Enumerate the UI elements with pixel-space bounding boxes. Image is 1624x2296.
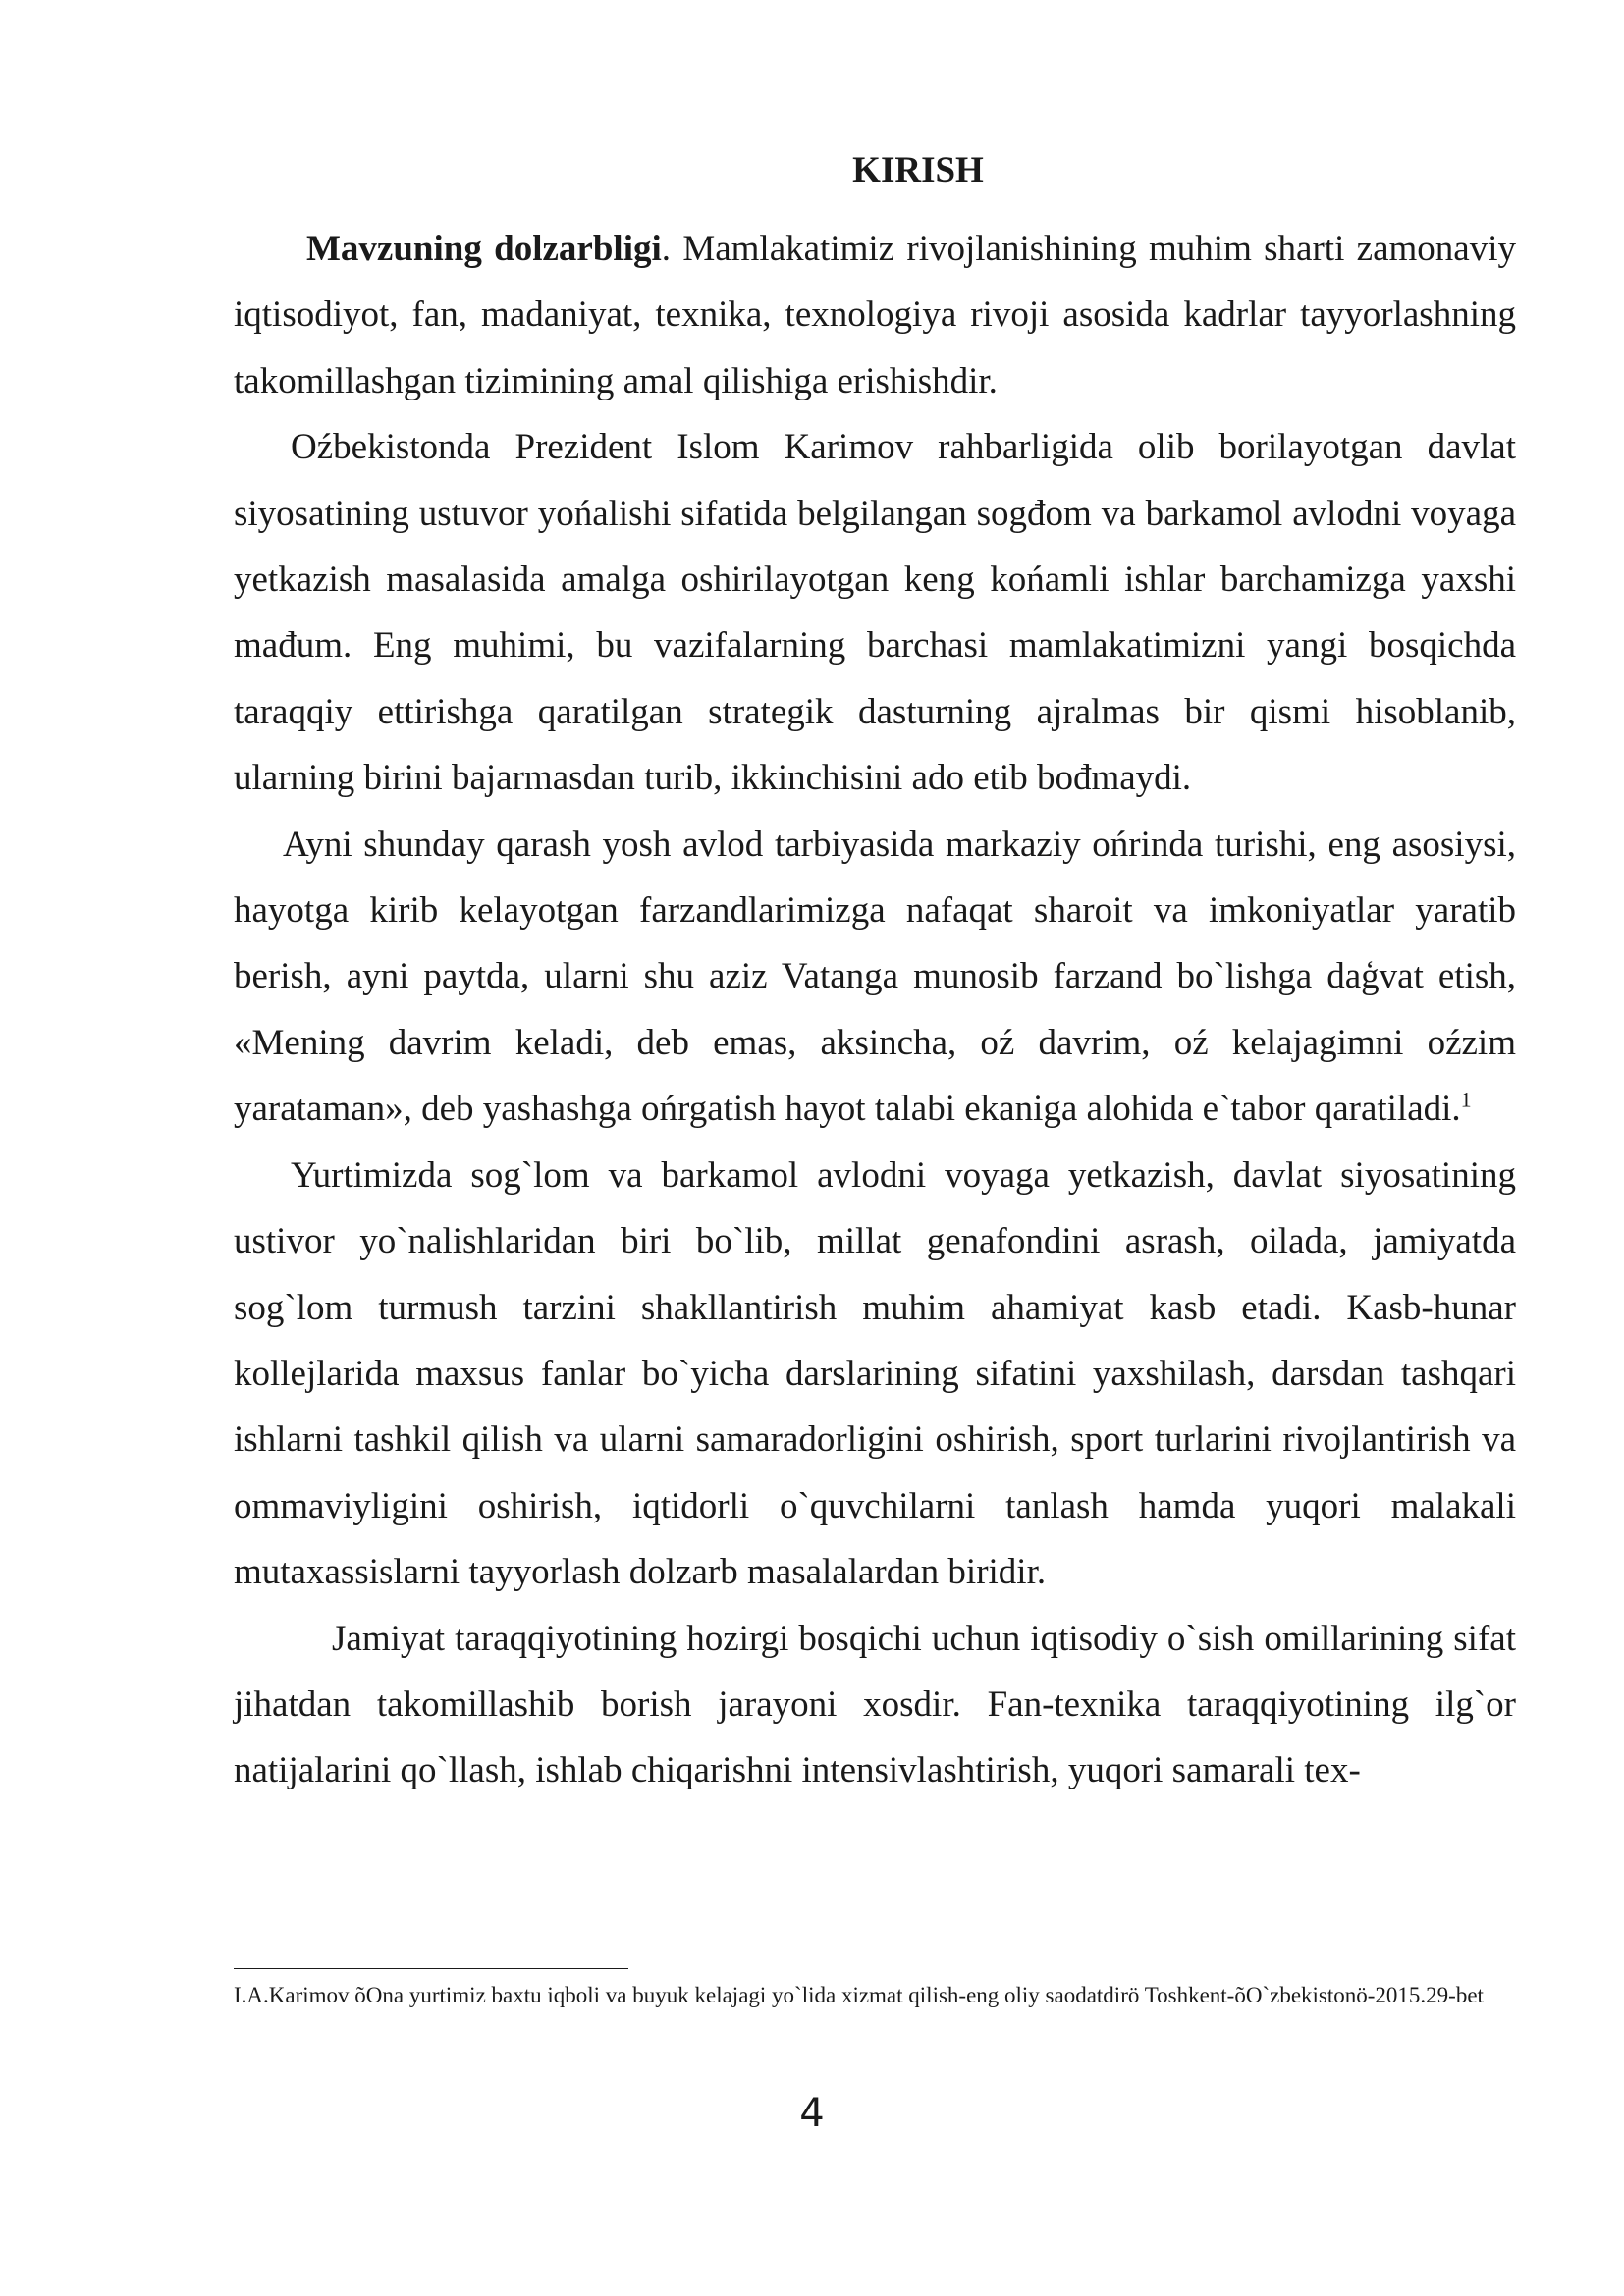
paragraph-text: Ayni shunday qarash yosh avlod tarbiyasida markaziy ońrinda turishi, eng asosiysi, hayotga kirib kelayotgan farzandlarimizga nafaqat sharoit va imkoniyatlar yaratib berish, ayni paytda, ularni shu aziz Vatanga munosib farzand bo`lishga daģvat etish, «Mening davrim keladi, deb emas, aksincha, oź davrim, oź kelajagimni oźzim yarataman», deb yashashga ońrgatish hayot talabi ekaniga alohida e`tabor qaratiladi.: [234, 824, 1516, 1130]
footnote-separator: [234, 1968, 628, 1969]
paragraph: [234, 1143, 1516, 1606]
body-text: [234, 216, 1516, 1804]
paragraph-lead: Mavzuning dolzarbligi: [306, 229, 662, 269]
paragraph-text: Oźbekistonda Prezident Islom Karimov rahbarligida olib borilayotgan davlat siyosatining ustuvor yońalishi sifatida belgilangan sogđom va barkamol avlodni voyaga yetkazish masalasida amalga oshirilayotgan keng końamli ishlar barchamizga yaxshi mađum. Eng muhimi, bu vazifalarning barchasi mamlakatimizni yangi bosqichda taraqqiy ettirishga qaratilgan strategik dasturning ajralmas bir qismi hisoblanib, ularning birini bajarmasdan turib, ikkinchisini ado etib bođmaydi.: [234, 427, 1516, 799]
paragraph: [234, 812, 1516, 1143]
footnote-text: I.A.Karimov õOna yurtimiz baxtu iqboli va buyuk kelajagi yo`lida xizmat qilish-eng oliy saodatdirö Toshkent-õO`zbekistonö-2015.29-bet: [234, 1983, 1484, 2007]
paragraph-text: . Mamlakatimiz rivojlanishining muhim sharti zamonaviy iqtisodiyot, fan, madaniyat, texnika, texnologiya rivoji asosida kadrlar tayyorlashning takomillashgan tizimining amal qilishiga erishishdir.: [234, 229, 1516, 401]
paragraph-text: Jamiyat taraqqiyotining hozirgi bosqichi uchun iqtisodiy o`sish omillarining sifat jihatdan takomillashib borish jarayoni xosdir. Fan-texnika taraqqiyotining ilg`or natijalarini qo`llash, ishlab chiqarishni intensivlashtirish, yuqori samarali tex-: [234, 1618, 1516, 1791]
paragraph: [234, 1606, 1516, 1804]
section-heading: KIRISH: [852, 150, 984, 190]
paragraph-text: Yurtimizda sog`lom va barkamol avlodni voyaga yetkazish, davlat siyosatining ustivor yo`nalishlaridan biri bo`lib, millat genafondini asrash, oilada, jamiyatda sog`lom turmush tarzini shakllantirish muhim ahamiyat kasb etadi. Kasb-hunar kollejlarida maxsus fanlar bo`yicha darslarining sifatini yaxshilash, darsdan tashqari ishlarni tashkil qilish va ularni samaradorligini oshirish, sport turlarini rivojlantirish va ommaviyligini oshirish, iqtidorli o`quvchilarni tanlash hamda yuqori malakali mutaxassislarni tayyorlash dolzarb masalalardan biridir.: [234, 1154, 1516, 1593]
page-number: 4: [799, 2091, 825, 2136]
footnote-reference: 1: [1460, 1087, 1472, 1112]
paragraph: [234, 414, 1516, 811]
paragraph-relevance: [234, 216, 1516, 414]
